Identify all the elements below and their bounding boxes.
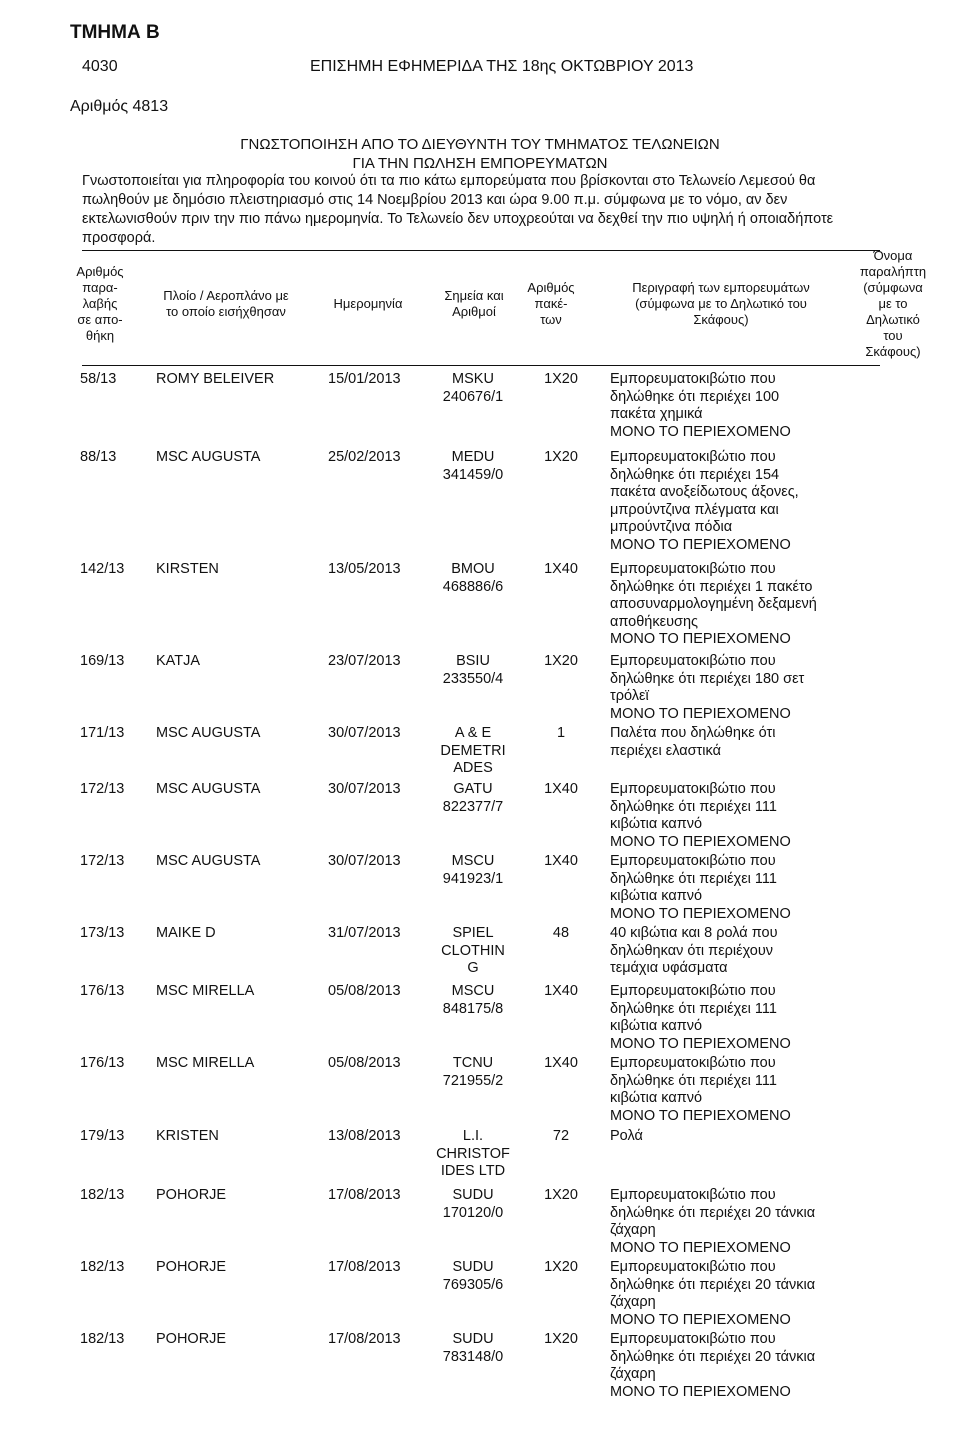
cell-marks [428,853,518,888]
cell-line: BSIU [456,653,490,669]
cell-vessel [156,653,326,671]
cell-line: Εμπορευματοκιβώτιο που [610,1187,776,1203]
column-header-line: πακέ- [534,296,568,311]
cell-vessel [156,925,326,943]
cell-line: MSC AUGUSTA [156,853,261,869]
cell-vessel [156,1331,326,1349]
cell-line: Εμπορευματοκιβώτιο που [610,1259,776,1275]
cell-marks [428,1128,518,1181]
cell-description [610,925,845,978]
cell-line: 1X20 [544,1187,578,1203]
column-header-line: Πλοίο / Αεροπλάνο με [163,288,289,303]
cell-description [610,983,845,1053]
cell-date [328,449,418,467]
cell-description [610,781,845,851]
cell-line: KATJA [156,653,201,669]
cell-receipt-no [80,561,150,579]
cell-vessel [156,983,326,1001]
cell-date [328,371,418,389]
cell-receipt-no [80,925,150,943]
cell-line: δηλώθηκε ότι περιέχει 111 [610,798,777,815]
cell-line: Ρολά [610,1128,643,1144]
cell-line: A & E [454,725,492,741]
column-header-date [318,296,418,312]
gazette-title: ΕΠΙΣΗΜΗ ΕΦΗΜΕΡΙΔΑ ΤΗΣ 18ης ΟΚΤΩΒΡΙΟΥ 2013 [310,58,694,75]
cell-line: 941923/1 [442,870,504,887]
cell-marks [428,371,518,406]
cell-receipt-no [80,1187,150,1205]
cell-date [328,853,418,871]
cell-line: 721955/2 [442,1072,504,1089]
column-header-consignee [840,248,946,360]
column-header-line: Αριθμός [527,280,575,295]
cell-line: ΜΟΝΟ ΤΟ ΠΕΡΙΕΧΟΜΕΝΟ [610,833,791,850]
notice-number: Αριθμός 4813 [70,98,169,115]
cell-receipt-no [80,983,150,1001]
cell-receipt-no [80,1331,150,1349]
cell-line: MSCU [451,853,495,869]
cell-line: G [467,960,479,977]
column-header-line: το οποίο εισήχθησαν [166,304,286,319]
cell-vessel [156,1187,326,1205]
cell-packages [530,853,592,871]
cell-line: ΜΟΝΟ ΤΟ ΠΕΡΙΕΧΟΜΕΝΟ [610,1107,791,1124]
cell-line: SUDU [452,1259,494,1275]
cell-description [610,1187,845,1257]
cell-line: 1X20 [544,653,578,669]
column-header-line: Σκάφους) [693,312,749,327]
cell-line: Εμπορευματοκιβώτιο που [610,561,776,577]
cell-line: Εμπορευματοκιβώτιο που [610,371,776,387]
cell-line: MSKU [452,371,494,387]
column-header-line: Περιγραφή των εμπορευμάτων [632,280,810,295]
cell-line: MSC MIRELLA [156,1055,255,1071]
cell-line: 40 κιβώτια και 8 ρολά που [610,925,778,941]
column-header-line: λαβής [82,296,118,311]
cell-line: δηλώθηκε ότι περιέχει 111 [610,1072,777,1089]
cell-line: πακέτα ανοξείδωτους άξονες, [610,484,799,501]
cell-line: ΜΟΝΟ ΤΟ ΠΕΡΙΕΧΟΜΕΝΟ [610,1035,791,1052]
cell-packages [530,1128,592,1146]
cell-line: ΜΟΝΟ ΤΟ ΠΕΡΙΕΧΟΜΕΝΟ [610,1383,791,1400]
cell-vessel [156,853,326,871]
cell-receipt-no [80,725,150,743]
column-header-line: σε απο- [77,312,123,327]
cell-packages [530,983,592,1001]
cell-line: δηλώθηκε ότι περιέχει 1 πακέτο [610,578,813,595]
column-header-vessel [148,288,304,320]
cell-packages [530,1259,592,1277]
cell-packages [530,561,592,579]
cell-vessel [156,371,326,389]
column-header-receipt-no [70,264,130,344]
page-number: 4030 [82,58,118,75]
cell-marks [428,1259,518,1294]
cell-line: 170120/0 [442,1204,504,1221]
cell-line: POHORJE [156,1187,227,1203]
column-header-line: (σύμφωνα [863,280,923,295]
column-header-line: Σκάφους) [865,344,921,359]
cell-line: 341459/0 [442,466,504,483]
cell-line: ΜΟΝΟ ΤΟ ΠΕΡΙΕΧΟΜΕΝΟ [610,1239,791,1256]
cell-line: ΜΟΝΟ ΤΟ ΠΕΡΙΕΧΟΜΕΝΟ [610,1311,791,1328]
cell-line: MEDU [451,449,495,465]
cell-line: 58/13 [80,371,117,387]
cell-line: 30/07/2013 [328,781,401,797]
cell-description [610,561,845,649]
cell-line: 142/13 [80,561,125,577]
cell-receipt-no [80,781,150,799]
column-header-line: Δηλωτικό [866,312,920,327]
cell-line: 1X40 [544,853,578,869]
cell-date [328,1128,418,1146]
cell-date [328,1187,418,1205]
column-header-line: Όνομα [873,248,913,263]
cell-line: TCNU [452,1055,494,1071]
column-header-line: του [883,328,903,343]
cell-line: δηλώθηκε ότι περιέχει 111 [610,870,777,887]
notice-body-line: πωληθούν με δημόσιο πλειστηριασμό στις 14 Νοεμβρίου 2013 και ώρα 9.00 π.μ. σύμφωνα με το νόμο, αν δεν [82,192,788,208]
cell-line: πακέτα χημικά [610,406,703,423]
cell-line: MSC AUGUSTA [156,725,261,741]
cell-line: τεμάχια υφάσματα [610,960,728,977]
column-header-line: παρα- [82,280,118,295]
notice-title-line-2: ΓΙΑ ΤΗΝ ΠΩΛΗΣΗ ΕΜΠΟΡΕΥΜΑΤΩΝ [352,155,608,172]
cell-line: 1X20 [544,1331,578,1347]
cell-date [328,781,418,799]
cell-vessel [156,781,326,799]
cell-line: 30/07/2013 [328,725,401,741]
cell-line: 848175/8 [442,1000,504,1017]
cell-line: ΜΟΝΟ ΤΟ ΠΕΡΙΕΧΟΜΕΝΟ [610,536,791,553]
cell-line: 171/13 [80,725,125,741]
cell-line: ADES [453,760,493,777]
cell-line: KIRSTEN [156,561,219,577]
cell-line: GATU [453,781,493,797]
cell-line: ζάχαρη [610,1294,656,1311]
cell-line: δηλώθηκε ότι περιέχει 180 σετ [610,670,805,687]
table-top-rule [82,250,880,251]
column-header-line: παραλήπτη [859,264,927,279]
cell-marks [428,983,518,1018]
cell-line: 233550/4 [442,670,504,687]
cell-packages [530,781,592,799]
cell-line: 176/13 [80,983,125,999]
cell-line: 1X20 [544,449,578,465]
cell-date [328,1055,418,1073]
cell-line: 769305/6 [442,1276,504,1293]
column-header-marks [428,288,520,320]
cell-line: 1 [556,725,566,741]
cell-date [328,653,418,671]
cell-line: Εμπορευματοκιβώτιο που [610,781,776,797]
cell-line: Εμπορευματοκιβώτιο που [610,983,776,999]
cell-line: SPIEL [452,925,494,941]
cell-line: Εμπορευματοκιβώτιο που [610,853,776,869]
cell-line: MAIKE D [156,925,216,941]
cell-line: 176/13 [80,1055,125,1071]
cell-vessel [156,1259,326,1277]
cell-line: KRISTEN [156,1128,219,1144]
cell-line: IDES LTD [440,1163,506,1180]
cell-line: CLOTHIN [441,942,505,959]
cell-line: 1X20 [544,371,578,387]
cell-line: περιέχει ελαστικά [610,742,721,759]
notice-body-line: εκτελωνισθούν πριν την πιο πάνω ημερομηνία. Το Τελωνείο δεν υποχρεούται να δεχθεί την πιο υψηλή ή οποιαδήποτε [82,211,834,227]
cell-line: 72 [552,1128,570,1144]
cell-line: ΜΟΝΟ ΤΟ ΠΕΡΙΕΧΟΜΕΝΟ [610,423,791,440]
cell-line: 05/08/2013 [328,1055,401,1071]
cell-line: 1X40 [544,561,578,577]
cell-line: αποθήκευσης [610,613,699,630]
cell-line: Εμπορευματοκιβώτιο που [610,1055,776,1071]
cell-description [610,1128,845,1146]
cell-line: ROMY BELEIVER [156,371,275,387]
cell-line: Εμπορευματοκιβώτιο που [610,449,776,465]
notice-body-line: προσφορά. [82,230,156,246]
cell-line: 30/07/2013 [328,853,401,869]
cell-vessel [156,1128,326,1146]
cell-line: 173/13 [80,925,125,941]
cell-vessel [156,725,326,743]
cell-line: Παλέτα που δηλώθηκε ότι [610,725,776,741]
cell-line: 17/08/2013 [328,1331,401,1347]
cell-receipt-no [80,1128,150,1146]
cell-marks [428,925,518,978]
cell-date [328,1259,418,1277]
cell-line: κιβώτια καπνό [610,888,703,905]
cell-line: δηλώθηκε ότι περιέχει 100 [610,388,780,405]
cell-line: αποσυναρμολογημένη δεξαμενή [610,596,817,613]
cell-line: δηλώθηκε ότι περιέχει 111 [610,1000,777,1017]
cell-marks [428,653,518,688]
cell-line: 1X40 [544,781,578,797]
cell-line: 468886/6 [442,578,504,595]
cell-line: BMOU [451,561,495,577]
cell-line: ζάχαρη [610,1366,656,1383]
cell-date [328,725,418,743]
cell-marks [428,1055,518,1090]
cell-line: 23/07/2013 [328,653,401,669]
cell-receipt-no [80,653,150,671]
cell-line: κιβώτια καπνό [610,816,703,833]
cell-line: 25/02/2013 [328,449,401,465]
cell-date [328,925,418,943]
column-header-line: (σύμφωνα με το Δηλωτικό του [635,296,807,311]
cell-line: POHORJE [156,1331,227,1347]
cell-line: 172/13 [80,781,125,797]
cell-line: L.I. [462,1128,484,1144]
cell-line: MSC MIRELLA [156,983,255,999]
table-header-rule [82,365,880,366]
cell-vessel [156,561,326,579]
cell-line: δηλώθηκε ότι περιέχει 154 [610,466,780,483]
cell-line: 05/08/2013 [328,983,401,999]
cell-packages [530,653,592,671]
cell-packages [530,725,592,743]
cell-line: ζάχαρη [610,1222,656,1239]
cell-line: 48 [552,925,570,941]
cell-description [610,653,845,723]
section-heading: ΤΜΗΜΑ Β [70,22,160,43]
cell-marks [428,725,518,778]
cell-line: 1X40 [544,983,578,999]
cell-line: 172/13 [80,853,125,869]
cell-receipt-no [80,853,150,871]
cell-line: μπρούντζινα πλέγματα και [610,501,779,518]
cell-packages [530,925,592,943]
cell-date [328,561,418,579]
column-header-line: Αριθμοί [452,304,496,319]
cell-line: DEMETRI [440,742,506,759]
cell-packages [530,449,592,467]
cell-packages [530,1055,592,1073]
cell-line: ΜΟΝΟ ΤΟ ΠΕΡΙΕΧΟΜΕΝΟ [610,631,791,648]
cell-line: δηλώθηκε ότι περιέχει 20 τάνκια [610,1204,816,1221]
cell-line: POHORJE [156,1259,227,1275]
cell-description [610,371,845,441]
cell-line: MSC AUGUSTA [156,781,261,797]
cell-line: 13/05/2013 [328,561,401,577]
cell-marks [428,1331,518,1366]
cell-description [610,1259,845,1329]
column-header-line: Ημερομηνία [333,296,403,311]
cell-line: 15/01/2013 [328,371,401,387]
cell-packages [530,1187,592,1205]
cell-line: 13/08/2013 [328,1128,401,1144]
cell-line: 169/13 [80,653,125,669]
cell-receipt-no [80,1259,150,1277]
cell-line: CHRISTOF [436,1145,510,1162]
cell-line: 17/08/2013 [328,1259,401,1275]
cell-line: Εμπορευματοκιβώτιο που [610,653,776,669]
cell-marks [428,449,518,484]
cell-description [610,853,845,923]
cell-line: 17/08/2013 [328,1187,401,1203]
cell-line: δηλώθηκαν ότι περιέχουν [610,942,774,959]
cell-line: 88/13 [80,449,117,465]
column-header-line: των [540,312,562,327]
cell-date [328,1331,418,1349]
cell-packages [530,371,592,389]
column-header-line: Αριθμός [76,264,124,279]
column-header-packages [520,280,582,328]
column-header-line: Σημεία και [444,288,504,303]
cell-line: δηλώθηκε ότι περιέχει 20 τάνκια [610,1276,816,1293]
cell-line: τρόλεϊ [610,688,649,705]
cell-line: MSC AUGUSTA [156,449,261,465]
cell-marks [428,781,518,816]
column-header-line: με το [878,296,908,311]
cell-line: μπρούντζινα πόδια [610,519,733,536]
cell-line: κιβώτια καπνό [610,1018,703,1035]
cell-date [328,983,418,1001]
column-header-line: θήκη [85,328,115,343]
cell-vessel [156,1055,326,1073]
cell-marks [428,1187,518,1222]
cell-description [610,1055,845,1125]
cell-line: 783148/0 [442,1348,504,1365]
cell-line: MSCU [451,983,495,999]
cell-receipt-no [80,1055,150,1073]
cell-line: ΜΟΝΟ ΤΟ ΠΕΡΙΕΧΟΜΕΝΟ [610,905,791,922]
cell-line: ΜΟΝΟ ΤΟ ΠΕΡΙΕΧΟΜΕΝΟ [610,705,791,722]
cell-line: Εμπορευματοκιβώτιο που [610,1331,776,1347]
column-header-description [606,280,836,328]
cell-line: 182/13 [80,1331,125,1347]
cell-description [610,449,845,555]
cell-line: 31/07/2013 [328,925,401,941]
cell-line: 822377/7 [442,798,504,815]
cell-line: 240676/1 [442,388,504,405]
cell-packages [530,1331,592,1349]
cell-line: SUDU [452,1187,494,1203]
cell-line: 179/13 [80,1128,125,1144]
notice-title-line-1: ΓΝΩΣΤΟΠΟΙΗΣΗ ΑΠΟ ΤΟ ΔΙΕΥΘΥΝΤΗ ΤΟΥ ΤΜΗΜΑΤΟΣ ΤΕΛΩΝΕΙΩΝ [240,136,720,153]
cell-marks [428,561,518,596]
cell-receipt-no [80,449,150,467]
cell-line: δηλώθηκε ότι περιέχει 20 τάνκια [610,1348,816,1365]
notice-body-line: Γνωστοποιείται για πληροφορία του κοινού ότι τα πιο κάτω εμπορεύματα που βρίσκονται στο Τελωνείο Λεμεσού θα [82,173,816,189]
cell-line: 1X40 [544,1055,578,1071]
cell-line: 1X20 [544,1259,578,1275]
cell-receipt-no [80,371,150,389]
cell-vessel [156,449,326,467]
cell-description [610,725,845,760]
cell-line: SUDU [452,1331,494,1347]
cell-line: κιβώτια καπνό [610,1090,703,1107]
cell-description [610,1331,845,1401]
cell-line: 182/13 [80,1187,125,1203]
cell-line: 182/13 [80,1259,125,1275]
